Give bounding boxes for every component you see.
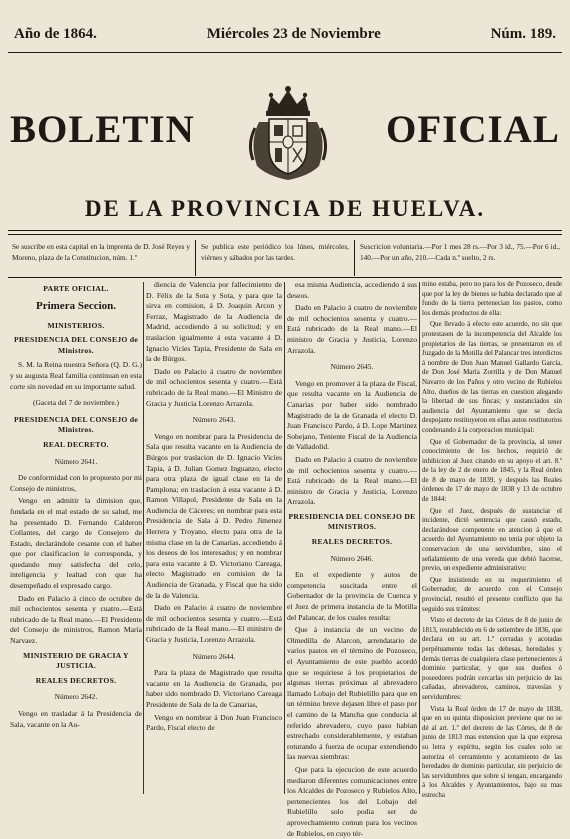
item-number: Número 2645. bbox=[330, 362, 374, 372]
paragraph: Vengo en promover á la plaza de Fiscal, que resulta vacante en la Audiencia de Canarias por haber sido nombrado Magistrado de la de Granada el electo D. Juan Francisco Pardo, á D. Lope Martinez Sobejano, Teniente Fiscal de la Audiencia de Valladolid. bbox=[287, 378, 417, 452]
paragraph: Dado en Palacio á cinco de octubre de mil ochocientos sesenta y cuatro.—Está rubricado de la Real mano.—El Presidente del Consejo de ministros, Ramon María Narvaez. bbox=[10, 593, 142, 646]
section-heading: PRESIDENCIA DEL CONSEJO de Ministros. bbox=[13, 414, 139, 435]
text-column-1 bbox=[10, 280, 142, 795]
issue-number: Núm. 189. bbox=[490, 25, 556, 42]
paragraph: Dado en Palacio á cuatro de noviembre de mil ochocientos sesenta y cuatro.—Está rubricado de la Real mano.—El ministro de Gracia y Justicia, Lorenzo Arrazola. bbox=[287, 454, 417, 507]
paragraph: En el expediente y autos de competencia suscitada entre el Gobernador de la provincia de Cuenca y el Juez de primera instancia de la Motilla del Palancar, de los cuales resulta: bbox=[287, 570, 417, 622]
issue-year: Año de 1864. bbox=[14, 25, 97, 42]
subscription-where: Se suscribe en esta capital en la imprenta de D. José Reyes y Moreno, plaza de la Constitucion, núm. 1.º bbox=[12, 242, 190, 262]
section-heading: PARTE OFICIAL. bbox=[43, 284, 109, 293]
paragraph: S. M. la Reina nuestra Señora (Q. D. G.) y su augusta Real familia continuan en esta corte sin novedad en su importante salud. bbox=[10, 360, 142, 391]
info-separator bbox=[195, 240, 196, 276]
paragraph: Que á instancia de un vecino de Olmedilla de Alarcon, arrendatario de varios pastos en el término de Pozoseco, el Ayuntamiento de este pueblo acordó que se requiriese á los propietarios de algunas tierras próximas al abrevadero llamado Lobajo del Rubielillo para que en un término breve dejasen libre el paso por el camino de la Mancha que conducia al referido abrevadero, cuyo paso habian estrechado considerablemente, y estaban roturando á fuerza de ocupar extendiendo las nuevas siembras: bbox=[287, 625, 417, 762]
header-rule-bottom bbox=[8, 230, 562, 231]
paragraph: Dado en Palacio á cuatro de noviembre de mil ochocientos sesenta y cuatro.—Está rubricado de la Real mano.—El ministro de Gracia y Justicia, Lorenzo Arrazola. bbox=[287, 303, 417, 355]
paragraph: Que llevado á efecto este acuerdo, no sin que protestasen de la incompetencia del Alcalde los propietarios de las tierras, se presentaron en el Juzgado de la Motilla del Palancar tres interdictos á nombre de Don Juan Manuel Gallardo García, de Don José María Zorrilla y de Don Manuel Navarro de los Paños y otro vecino de Rubielos Alto, dueños de las tierras en cuestion alegando la libertad de sus fincas; y sustanciados sin audiencia del Ayuntamiento que se decía despojante restituyeron en ellas autos restitutorios condenando á la corporacion municipal: bbox=[422, 320, 562, 434]
section-title: Primera Seccion. bbox=[35, 299, 117, 312]
header-rule-top bbox=[8, 52, 562, 53]
paragraph: Visto el decreto de las Córtes de 8 de junio de 1813, restablecido en 6 de setiembre de 1836, que declara en su art. 1.º cerradas y acotadas perpétuamente todas las dehesas, heredades y demás tierras de cualquiera clase pertenecientes á dominio particular, y que sus dueños ó poseedores podrán cercarlas sin perjuicio de las cañadas, abrevaderos, caminos, travesías y servidumbres: bbox=[422, 616, 562, 701]
info-separator bbox=[354, 240, 355, 276]
section-heading: REALES DECRETOS. bbox=[311, 537, 393, 547]
info-rule bbox=[8, 277, 562, 278]
royal-coat-of-arms-icon bbox=[245, 82, 331, 182]
text-column-3 bbox=[287, 280, 417, 838]
column-separator bbox=[419, 282, 420, 794]
header-rule-bottom-thin bbox=[8, 234, 562, 235]
paragraph: Vengo en nombrar para la Presidencia de Sala que resulta vacante en la Audiencia de Búrgos por traslacion de D. Ignacio Vicíes Tapia, á D. Julian Gomez Inguanzo, electo para otra plaza de igual clase en la de Pamplona; en traslacion á esta vacante á D. Ramon Villapol, Presidente de Sala en la Audiencia de Cáceres; en nombrar para esta Presidencia de Sala á D. Pedro Jimenez Herrera y Troyano, electo para otra de la misma clase en la de Canarias, accediendo á los deseos de los interesados; y en nombrar para esta vacante á D. Victoriano Careaga, electo Magistrado en comision de la Audiencia de Granada, y Fiscal que ha sido de la de Valencia. bbox=[146, 431, 282, 600]
item-number: Número 2644. bbox=[192, 651, 236, 661]
paragraph: mino estaba, pero no para los de Pozoseco, desde que por la ley de bienes se habia declarado que al fundo de la tierra pertenecian los pastos, como los demás productos de ella: bbox=[422, 280, 562, 317]
item-number: (Gaceta del 7 de noviembre.) bbox=[33, 398, 119, 408]
paragraph: Vengo en admitir la dimision que, fundada en el mal estado de su salud, me ha presentado D. Fernando Calderon Collantes, del cargo de Consejero de Estado, declarándole cesante con el haber que por clasificacion le corresponda, y quedando muy satisfecha del celo, inteligencia y lealtad con que ha desempeñado el expresado cargo. bbox=[10, 496, 142, 591]
paragraph: Vista la Real órden de 17 de mayo de 1838, que en su quinta disposicion previene que no se dé al art. 1.º del decreto de las Córtes, de 8 de junio de 1813 mas extension que la que expresa su letra y espíritu, según los cuales solo se autoriza el cerramiento y acotamiento de las heredades de dominio particular, sin perjuicio de las servidumbres que sobre sí tengan, encargando á los Alcaldes y Ayuntamientos, bajo su mas estrecha bbox=[422, 704, 562, 799]
text-column-4 bbox=[422, 280, 562, 799]
masthead-title-right: OFICIAL bbox=[386, 108, 560, 151]
paragraph: diencia de Valencia por fallecimiento de D. Félix de la Sota y Sota, y para que la sirva en comision, á D. Joaquin Arcon y Ferraz, Magistrado de la Audiencia de Madrid, accediendo á su solicitud; y en traslacion igualmente á esta vacante á D. Ignacio Vicíes Tapia, Presidente de Sala en la de Búrgos. bbox=[146, 280, 282, 364]
masthead-subtitle: DE LA PROVINCIA DE HUELVA. bbox=[84, 196, 486, 221]
section-heading: MINISTERIO DE GRACIA Y JUSTICIA. bbox=[23, 650, 129, 671]
item-number: Número 2641. bbox=[54, 456, 98, 466]
paragraph: Para la plaza de Magistrado que resulta vacante en la Audiencia de Granada, por haber sido nombrado D. Victoriano Careaga Presidente de Sala de la de Canarias, bbox=[146, 668, 282, 709]
paragraph: Que el Gobernador de la provincia, al tener conocimiento de los hechos, requirió de inhibicion al Juez citando en su apoyo el art. 8.º de la ley de 2 de enero de 1845, y la Real órden de 8 de mayo de 1839, y después las Reales órdenes de 17 de mayo de 1838 y 13 de octubre de 1844: bbox=[422, 437, 562, 504]
publication-days: Se publica este periódico los lúnes, miércoles, viérnes y sábados por las tardes. bbox=[201, 242, 349, 262]
section-heading: REAL DECRETO. bbox=[43, 439, 109, 449]
section-heading: PRESIDENCIA DEL CONSEJO DE MINISTROS. bbox=[288, 511, 416, 532]
section-heading: PRESIDENCIA DEL CONSEJO de Ministros. bbox=[13, 335, 139, 355]
paragraph: esa misma Audiencia, accediendo á sus deseos. bbox=[287, 280, 417, 300]
paragraph: Que insistiendo en su requerimiento el Gobernador, de acuerdo con el Consejo provincial, resultó el presente conflicto que ha seguido sus trámites: bbox=[422, 575, 562, 613]
masthead-title-left: BOLETIN bbox=[10, 108, 195, 151]
column-separator bbox=[143, 282, 144, 794]
paragraph: Dado en Palacio á cuatro de noviembre de mil ochocientos sesenta y cuatro.—Está rubricado de la Real mano.—El Ministro de Gracia y Justicia Lorenzo Arrazola. bbox=[146, 366, 282, 408]
paragraph: De conformidad con lo propuesto por mi Consejo de ministros, bbox=[10, 473, 143, 493]
paragraph: Vengo en nombrar á Don Juan Francisco Pardo, Fiscal electo de bbox=[146, 712, 282, 733]
item-number: Número 2642. bbox=[54, 692, 98, 702]
paragraph: Dado en Palacio á cuatro de noviembre de mil ochocientos sesenta y cuatro.—Está rubricado de la Real mano.—El ministro de Gracia y Justicia, Lorenzo Arrazola. bbox=[146, 603, 282, 644]
issue-date: Miércoles 23 de Noviembre bbox=[206, 25, 381, 42]
text-column-2 bbox=[146, 280, 282, 795]
column-separator bbox=[284, 282, 285, 794]
section-heading: REALES DECRETOS. bbox=[35, 675, 117, 685]
paragraph: Que para la ejecucion de este acuerdo mediaron diferentes comunicaciones entre los Alcaldes de Pozoseco y Rubielos Alto, pertenecientes los del Lobajo del Rubielillo solo podia ser de aprovechamiento comun para los vecinos de Rubielos, en cuyo tér- bbox=[287, 764, 417, 838]
item-number: Número 2646. bbox=[330, 553, 374, 563]
item-number: Número 2643. bbox=[192, 415, 236, 425]
dateline bbox=[14, 20, 556, 48]
paragraph: Que el Juez, después de sustanciar el incidente, dictó sentencia que causó estado, declarándose competente en atencion á que el acuerdo del Ayuntamiento no tenia por objeto la conservacion de una servidumbre, sino el señalamiento de una vereda que debió hacerse, previo, un expediente administrativo: bbox=[422, 506, 562, 573]
subscription-prices: Suscricion voluntaria.—Por 1 mes 28 rs.—Por 3 id., 75.—Por 6 id., 140.—Por un año, 210.—Cada n.º suelto, 2 rs. bbox=[360, 242, 560, 262]
paragraph: Vengo en trasladar á la Presidencia de Sala, vacante en la Au- bbox=[10, 709, 142, 729]
section-heading: MINISTERIOS. bbox=[47, 320, 105, 330]
